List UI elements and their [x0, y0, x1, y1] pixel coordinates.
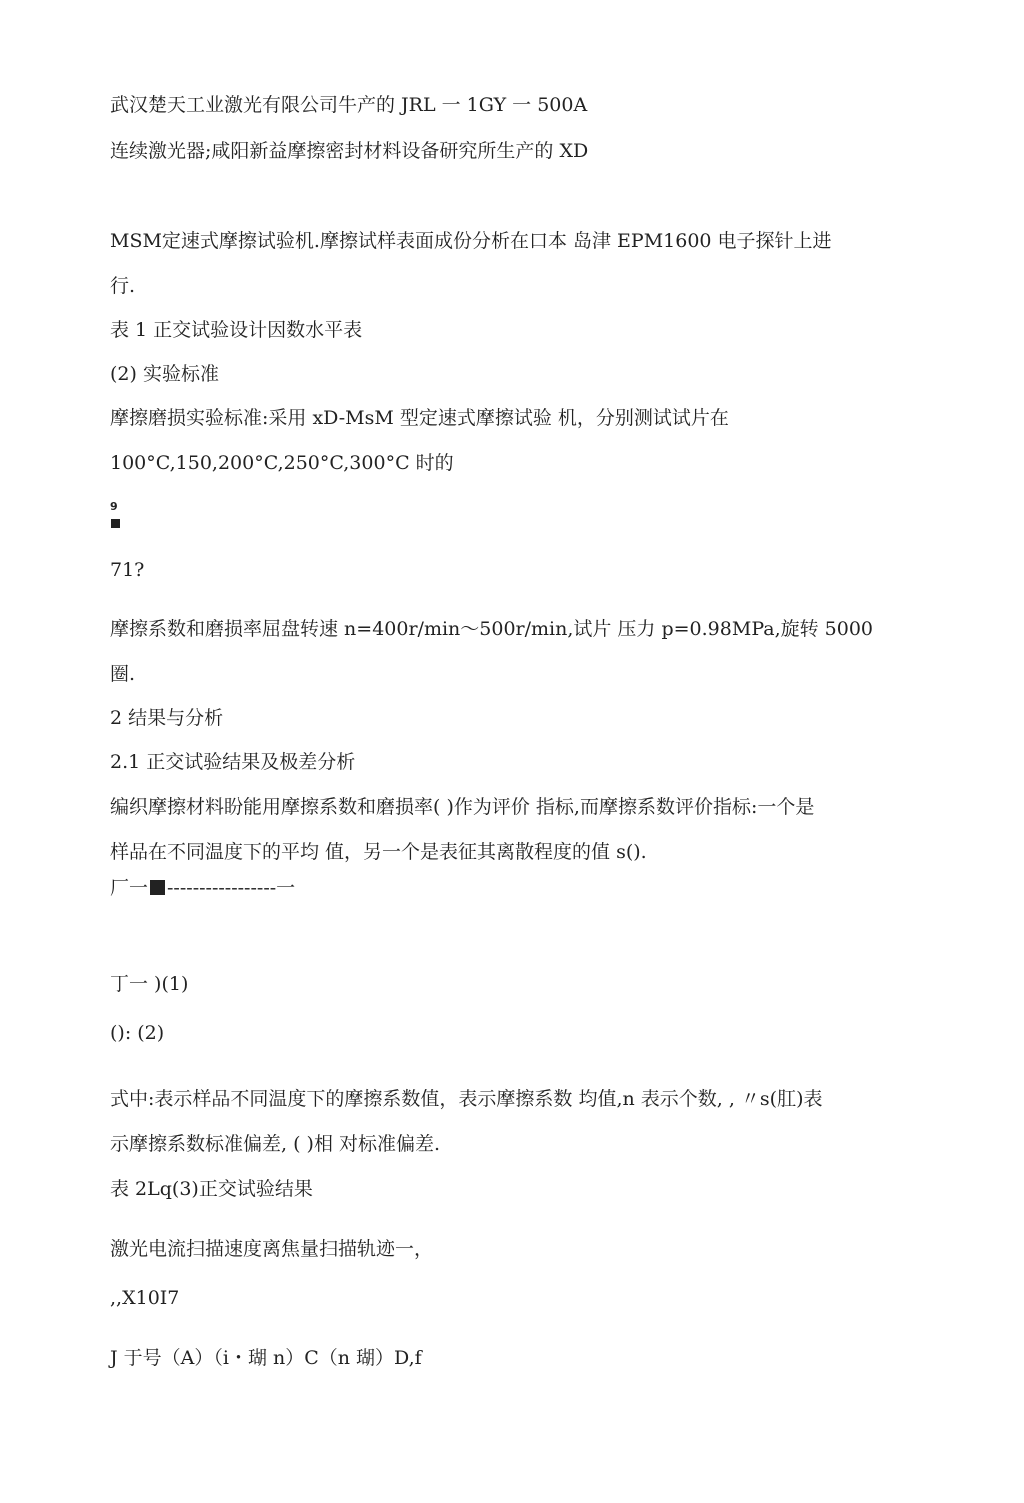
divider-prefix: 厂一: [110, 877, 149, 899]
text-line-15: 样品在不同温度下的平均 值，另一个是表征其离散程度的值 s().: [110, 841, 647, 863]
table-1-caption: 表 1 正交试验设计因数水平表: [110, 319, 363, 341]
text-line-22: ,,X10I7: [110, 1287, 180, 1309]
text-line-19: 示摩擦系数标准偏差, ( )相 对标准偏差.: [110, 1133, 441, 1155]
formula-2: (): (2): [110, 1022, 165, 1044]
square-bullet-icon: [111, 519, 120, 528]
text-line-7: 摩擦磨损实验标准:采用 xD-MsM 型定速式摩擦试验 机，分别测试试片在: [110, 407, 729, 429]
divider-suffix: 一: [276, 877, 296, 899]
text-line-23: J 于号（A）（i・瑚 n）C（n 瑚）D,f: [110, 1347, 422, 1369]
fragment-number: 9: [110, 500, 118, 513]
text-line-4: 行.: [110, 275, 136, 297]
subsection-heading-2-1: 2.1 正交试验结果及极差分析: [110, 751, 356, 773]
text-line-10: 摩擦系数和磨损率屈盘转速 n=400r/min～500r/min,试片 压力 p=0.98MPa,旋转 5000: [110, 618, 874, 640]
text-line-9: 71?: [110, 559, 145, 581]
formula-divider: [110, 876, 295, 900]
section-heading-experiment-standard: (2) 实验标准: [110, 363, 219, 385]
section-heading-results: 2 结果与分析: [110, 707, 224, 729]
text-line-8: 100°C,150,200°C,250°C,300°C 时的: [110, 452, 454, 474]
text-line-1: 武汉楚天工业激光有限公司牛产的 JRL 一 1GY 一 500A: [110, 94, 588, 116]
text-line-3: MSM定速式摩擦试验机.摩擦试样表面成份分析在口本 岛津 EPM1600 电子探针上进: [110, 230, 832, 252]
table-2-caption: 表 2Lq(3)正交试验结果: [110, 1178, 313, 1200]
text-line-2: 连续激光器;咸阳新益摩擦密封材料设备研究所生产的 XD: [110, 140, 589, 162]
text-line-18: 式中:表示样品不同温度下的摩擦系数值，表示摩擦系数 均值,n 表示个数, , 〃s(肛)表: [110, 1088, 823, 1110]
formula-1: 丁一 )(1): [110, 973, 189, 995]
black-square-icon: [150, 880, 165, 895]
text-line-14: 编织摩擦材料盼能用摩擦系数和磨损率( )作为评价 指标,而摩擦系数评价指标:一个是: [110, 796, 815, 818]
table-header-line: 激光电流扫描速度离焦量扫描轨迹一，: [110, 1238, 434, 1260]
text-line-11: 圈.: [110, 663, 136, 685]
divider-dashes: -----------------: [167, 877, 277, 899]
